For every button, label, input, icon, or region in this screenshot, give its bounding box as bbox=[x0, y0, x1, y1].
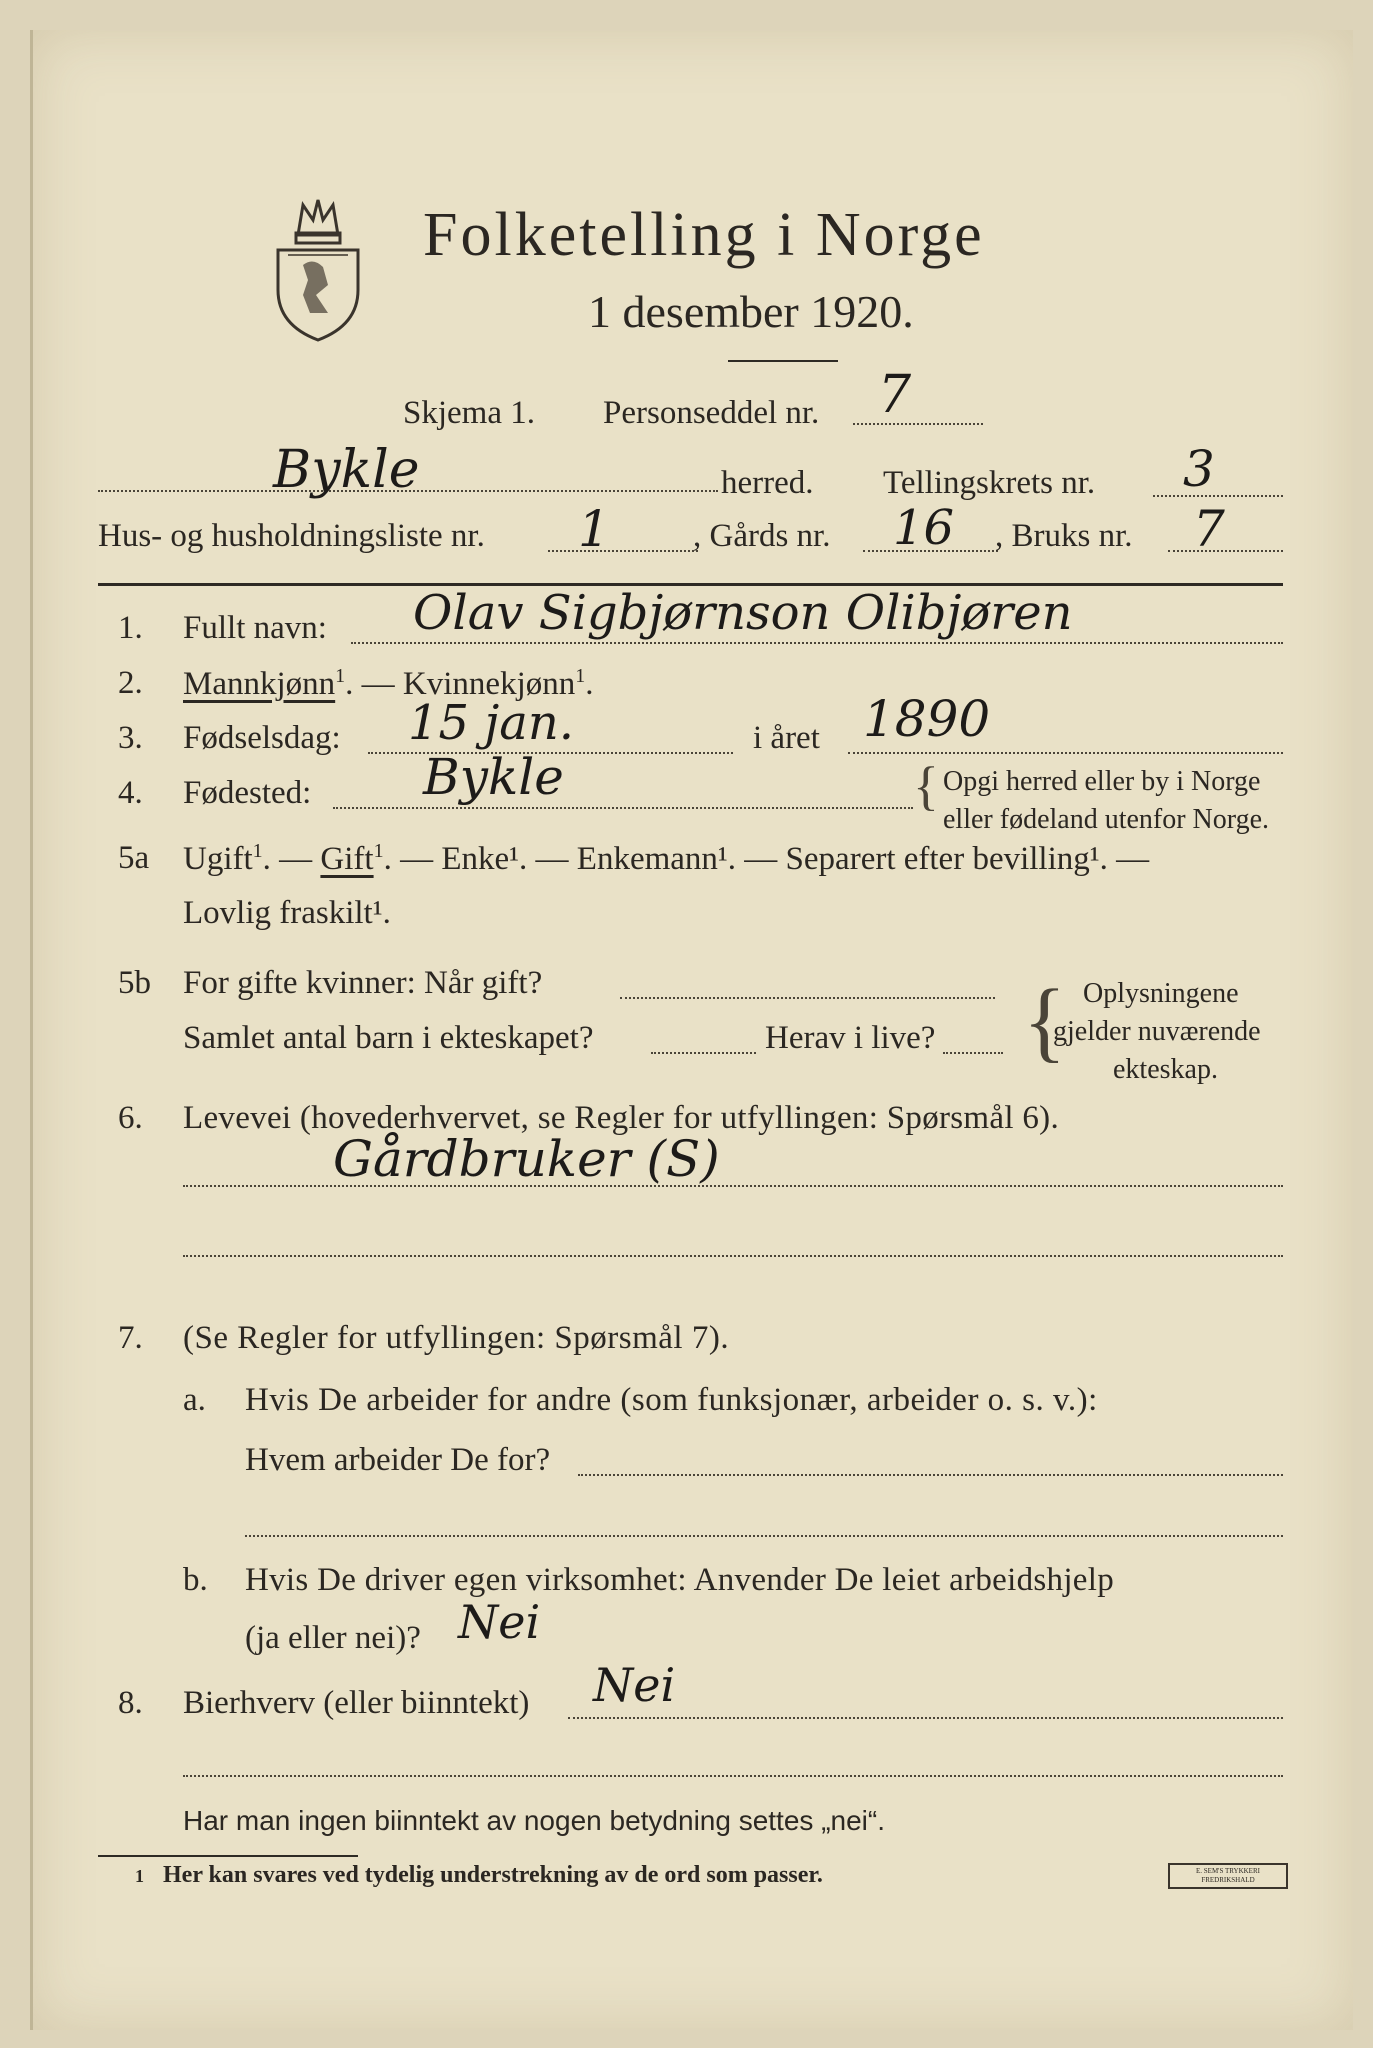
birthdate-value: 15 jan. bbox=[408, 695, 575, 751]
footnote-text: Her kan svares ved tydelig understrekning av de ord som passer. bbox=[163, 1862, 823, 1888]
q6-label: Levevei (hovederhvervet, se Regler for utfyllingen: Spørsmål 6). bbox=[183, 1100, 1060, 1136]
q7-number: 7. bbox=[118, 1320, 143, 1356]
gards-value: 16 bbox=[893, 500, 955, 556]
bruks-field[interactable] bbox=[1168, 550, 1283, 552]
title-divider bbox=[728, 360, 838, 362]
tellingskrets-value: 3 bbox=[1183, 440, 1215, 498]
full-name-field[interactable] bbox=[351, 642, 1283, 644]
form-title: Folketelling i Norge bbox=[423, 201, 985, 269]
employer-field-2[interactable] bbox=[245, 1535, 1283, 1537]
q7b-line-1: Hvis De driver egen virksomhet: Anvender De leiet arbeidshjelp bbox=[245, 1562, 1115, 1598]
personseddel-value: 7 bbox=[878, 365, 912, 425]
full-name-value: Olav Sigbjørnson Olibjøren bbox=[413, 585, 1073, 641]
q5a-line-2[interactable]: Lovlig fraskilt¹. bbox=[183, 895, 391, 931]
marriage-note-2: gjelder nuværende bbox=[1053, 1016, 1261, 1047]
q7a-line-1: Hvis De arbeider for andre (som funksjonær, arbeider o. s. v.): bbox=[245, 1382, 1098, 1418]
other-marital-options[interactable]: . — Enke¹. — Enkemann¹. — Separert efter bevilling¹. — bbox=[383, 841, 1150, 877]
birthplace-field[interactable] bbox=[333, 807, 913, 809]
coat-of-arms-icon bbox=[258, 195, 378, 345]
birth-year-label: i året bbox=[753, 720, 820, 756]
personseddel-field[interactable] bbox=[853, 423, 983, 425]
q7a-letter: a. bbox=[183, 1382, 206, 1418]
birth-year-field[interactable] bbox=[848, 752, 1283, 754]
q5b-number: 5b bbox=[118, 965, 151, 1001]
biinntekt-note: Har man ingen biinntekt av nogen betydning settes „nei“. bbox=[183, 1805, 885, 1836]
children-count-field[interactable] bbox=[651, 1052, 756, 1054]
q7-label: (Se Regler for utfyllingen: Spørsmål 7). bbox=[183, 1320, 730, 1356]
q5b-label-2: Samlet antal barn i ekteskapet? bbox=[183, 1020, 594, 1056]
female-option[interactable]: Kvinnekjønn bbox=[402, 666, 576, 702]
q5b-label-3: Herav i live? bbox=[765, 1020, 936, 1056]
hired-help-value[interactable]: Nei bbox=[458, 1595, 541, 1649]
marriage-brace: { bbox=[1023, 972, 1067, 1071]
q8-number: 8. bbox=[118, 1685, 143, 1721]
q7b-letter: b. bbox=[183, 1562, 208, 1598]
birthplace-brace: { bbox=[913, 756, 939, 816]
bruks-value: 7 bbox=[1193, 500, 1225, 558]
birthplace-note-1: Opgi herred eller by i Norge bbox=[943, 766, 1261, 797]
marriage-note-3: ekteskap. bbox=[1113, 1054, 1218, 1085]
gards-label: , Gårds nr. bbox=[693, 518, 831, 554]
occupation-field-2[interactable] bbox=[183, 1255, 1283, 1257]
employer-field-1[interactable] bbox=[578, 1474, 1283, 1476]
birthplace-note-2: eller fødeland utenfor Norge. bbox=[943, 804, 1270, 835]
q4-number: 4. bbox=[118, 775, 143, 811]
children-alive-field[interactable] bbox=[943, 1052, 1003, 1054]
census-form-page bbox=[30, 30, 1353, 2030]
q5a-number: 5a bbox=[118, 840, 150, 876]
married-when-field[interactable] bbox=[620, 997, 995, 999]
q5b-label-1: For gifte kvinner: Når gift? bbox=[183, 965, 543, 1001]
q3-label: Fødselsdag: bbox=[183, 720, 341, 756]
q1-number: 1. bbox=[118, 610, 143, 646]
tellingskrets-field[interactable] bbox=[1153, 495, 1283, 497]
herred-label: herred. bbox=[721, 465, 814, 501]
bruks-label: , Bruks nr. bbox=[995, 518, 1133, 554]
census-date: 1 desember 1920. bbox=[588, 286, 914, 337]
hus-value: 1 bbox=[578, 500, 610, 558]
hus-field[interactable] bbox=[548, 550, 698, 552]
q6-number: 6. bbox=[118, 1100, 143, 1136]
male-option[interactable]: Mannkjønn bbox=[183, 666, 336, 702]
schema-label: Skjema 1. bbox=[403, 395, 535, 431]
side-income-field-2[interactable] bbox=[183, 1775, 1283, 1777]
q8-label: Bierhverv (eller biinntekt) bbox=[183, 1685, 530, 1721]
tellingskrets-label: Tellingskrets nr. bbox=[883, 465, 1096, 501]
q4-label: Fødested: bbox=[183, 775, 312, 811]
personseddel-label: Personseddel nr. bbox=[603, 395, 820, 431]
footnote-divider bbox=[98, 1855, 358, 1857]
herred-value: Bykle bbox=[273, 440, 420, 500]
q3-number: 3. bbox=[118, 720, 143, 756]
occupation-value: Gårdbruker (S) bbox=[333, 1130, 720, 1188]
birth-year-value: 1890 bbox=[863, 690, 991, 748]
q7a-line-2: Hvem arbeider De for? bbox=[245, 1442, 551, 1478]
q7b-line-2: (ja eller nei)? bbox=[245, 1620, 421, 1656]
q1-label: Fullt navn: bbox=[183, 610, 327, 646]
hus-label: Hus- og husholdningsliste nr. bbox=[98, 518, 485, 554]
gift-option[interactable]: Gift bbox=[320, 841, 374, 877]
marriage-note-1: Oplysningene bbox=[1083, 978, 1239, 1009]
footnote-number: 1 bbox=[135, 1866, 144, 1886]
q2-text: Mannkjønn$^1$. — Kvinnekjønn$^1$. bbox=[183, 665, 594, 702]
q5a-line-1: Ugift$^1$. — Gift$^1$. — Enke¹. — Enkemann¹. — Separert efter bevilling¹. — bbox=[183, 840, 1150, 877]
q2-number: 2. bbox=[118, 665, 143, 701]
birthplace-value: Bykle bbox=[423, 748, 564, 806]
printer-stamp: E. SEM'S TRYKKERI FREDRIKSHALD bbox=[1168, 1863, 1288, 1889]
side-income-value: Nei bbox=[593, 1658, 676, 1712]
side-income-field-1[interactable] bbox=[568, 1717, 1283, 1719]
ugift-option[interactable]: Ugift bbox=[183, 841, 253, 877]
